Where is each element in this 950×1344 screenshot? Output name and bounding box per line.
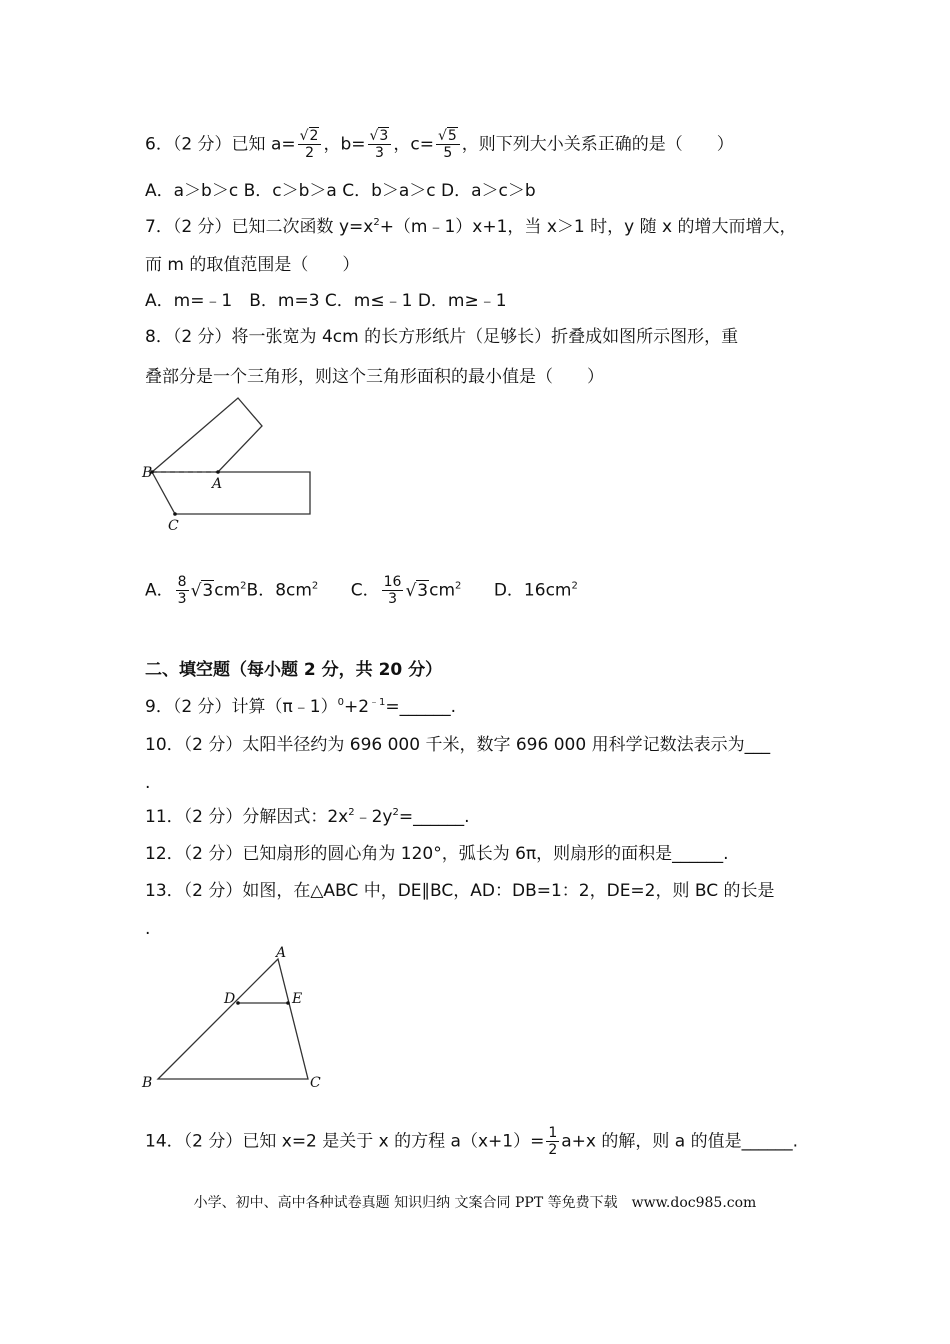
q14-stem: 14．（2 分）已知 x=2 是关于 x 的方程 a（x+1）= $\frac{1}{2}$ a+x 的解，则 a 的值是______.	[145, 1125, 799, 1158]
triangle-abc	[158, 959, 308, 1079]
q6-stem: 6．（2 分）已知 a= $\frac{√2}{2}$ ，b= $\frac{√3}{3}$ ，c= $\frac{√5}{5}$ ，则下列大小关系正确的是（ ）	[145, 128, 734, 161]
q7-line1: 7．（2 分）已知二次函数 $y=x^2+(m﹣1)x+1$，当 x＞1 时，y 随 x 的增大而增大，	[145, 217, 797, 237]
label-c: C	[310, 1075, 321, 1091]
label-a: A	[276, 945, 287, 961]
fraction-a: $\frac{√2}{2}$	[298, 128, 322, 161]
rect-strip	[175, 472, 310, 514]
q11-stem: 11．（2 分）分解因式：$2x^2﹣2y^2=\_\_\_\_\_\_$.	[145, 807, 470, 827]
folded-strip	[152, 398, 262, 472]
fraction-b: $\frac{√3}{3}$	[368, 128, 392, 161]
q13-line2: .	[145, 919, 151, 939]
q13-line1: 13．（2 分）如图，在△ABC 中，DE∥BC，AD：DB=1：2，DE=2，则 BC 的长是	[145, 881, 775, 901]
q12-stem: 12．（2 分）已知扇形的圆心角为 120°，弧长为 6π，则扇形的面积是______.	[145, 844, 729, 864]
q8-line2: 叠部分是一个三角形，则这个三角形面积的最小值是（ ）	[145, 367, 604, 387]
fold-segment-bc	[152, 472, 175, 514]
label-a: A	[212, 476, 223, 492]
q6-options: A．a＞b＞c B．c＞b＞a C．b＞a＞c D．a＞c＞b	[145, 181, 536, 201]
label-e: E	[292, 991, 303, 1007]
q8-line1: 8．（2 分）将一张宽为 4cm 的长方形纸片（足够长）折叠成如图所示图形，重	[145, 327, 739, 347]
fraction-c: $\frac{√5}{5}$	[436, 128, 460, 161]
q7-options: A．m=﹣1 B．m=3 C．m≤﹣1 D．m≥﹣1	[145, 291, 507, 311]
q8-options: A． $\frac{8}{3}$ $√3cm^2B$．$8cm^2$ C． $\frac{16}{3}$ $√3cm^2$ D．$16cm^2$	[145, 574, 578, 607]
label-d: D	[224, 991, 236, 1007]
q13-triangle-figure	[140, 945, 340, 1095]
q10-line1: 10．（2 分）太阳半径约为 696 000 千米，数字 696 000 用科学记数法表示为___	[145, 735, 771, 755]
label-b: B	[142, 1075, 153, 1091]
q9-stem: 9．（2 分）计算$(\pi﹣1)^0+2^{﹣1}=\_\_\_\_\_\_$.	[145, 697, 457, 717]
page-footer: 小学、初中、高中各种试卷真题 知识归纳 文案合同 PPT 等免费下载 www.doc985.com	[193, 1195, 757, 1211]
section-title: 二、填空题（每小题 2 分，共 20 分）	[145, 660, 443, 680]
label-b: B	[142, 465, 153, 481]
q10-line2: .	[145, 773, 151, 793]
label-c: C	[168, 518, 179, 534]
q7-line2: 而 m 的取值范围是（ ）	[145, 255, 360, 275]
q8-fold-figure	[140, 392, 320, 537]
